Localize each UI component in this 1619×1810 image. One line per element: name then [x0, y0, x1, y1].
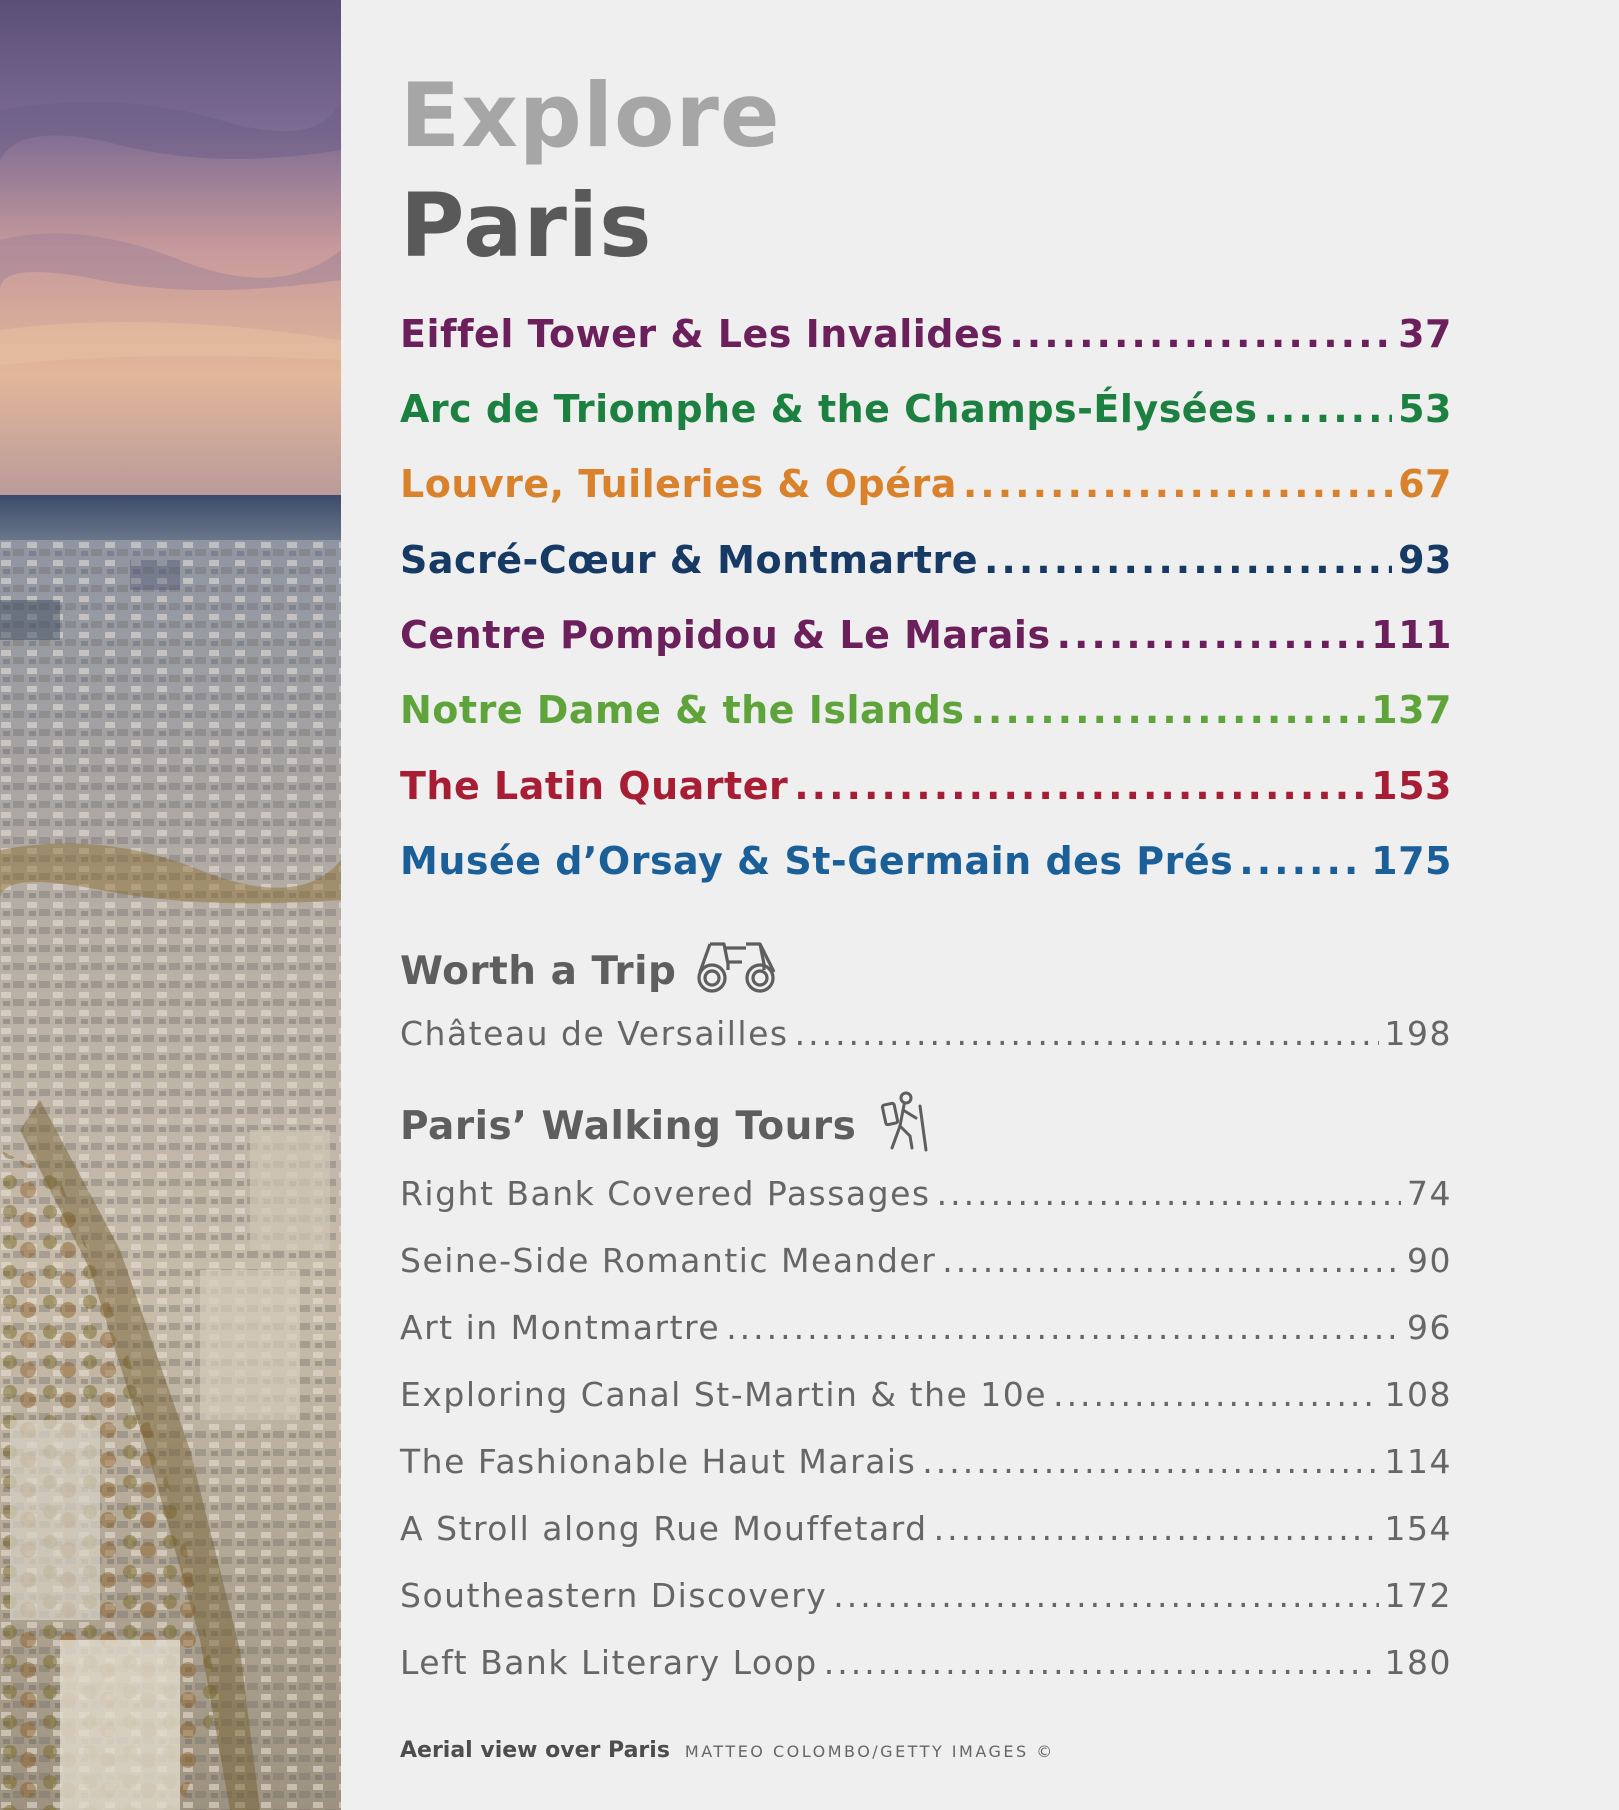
- toc-entry-page: 96: [1407, 1308, 1452, 1347]
- dot-leader: [794, 764, 1365, 808]
- toc-entry-walk-8[interactable]: [400, 1643, 1452, 1687]
- toc-entry-page: 74: [1407, 1174, 1452, 1213]
- toc-entry-label: Left Bank Literary Loop: [400, 1643, 818, 1682]
- toc-entry-page: 108: [1384, 1375, 1452, 1414]
- photo-caption: [400, 1738, 1055, 1763]
- dot-leader: [934, 1509, 1379, 1548]
- toc-entry-page: 114: [1384, 1442, 1452, 1481]
- toc-entry-label: The Fashionable Haut Marais: [400, 1442, 917, 1481]
- toc-entry-page: 175: [1371, 839, 1452, 883]
- toc-entry-label: Musée d’Orsay & St-Germain des Prés: [400, 839, 1234, 883]
- toc-entry-page: 111: [1371, 613, 1452, 657]
- toc-entry-label: Notre Dame & the Islands: [400, 688, 965, 732]
- toc-entry-label: Art in Montmartre: [400, 1308, 721, 1347]
- toc-entry-label: A Stroll along Rue Mouffetard: [400, 1509, 928, 1548]
- toc-entry-walk-7[interactable]: [400, 1576, 1452, 1620]
- dot-leader: [824, 1643, 1379, 1682]
- toc-entry-label: Southeastern Discovery: [400, 1576, 828, 1615]
- title-city: Paris: [400, 174, 653, 277]
- toc-entry-label: Louvre, Tuileries & Opéra: [400, 462, 957, 506]
- walking-tours-heading: [400, 1090, 934, 1162]
- toc-entry-page: 137: [1371, 688, 1452, 732]
- toc-entry-centre-pompidou[interactable]: [400, 613, 1452, 663]
- toc-entry-page: 93: [1398, 538, 1452, 582]
- toc-entry-page: 180: [1384, 1643, 1452, 1682]
- dot-leader: [922, 1442, 1378, 1481]
- dot-leader: [937, 1174, 1401, 1213]
- toc-entry-page: 53: [1398, 387, 1452, 431]
- toc-entry-louvre[interactable]: [400, 462, 1452, 512]
- toc-entry-eiffel-tower[interactable]: [400, 312, 1452, 362]
- binoculars-icon: [694, 938, 780, 1004]
- dot-leader: [1009, 312, 1392, 356]
- toc-entry-label: Eiffel Tower & Les Invalides: [400, 312, 1004, 356]
- dot-leader: [833, 1576, 1378, 1615]
- dot-leader: [984, 538, 1392, 582]
- dot-leader: [970, 688, 1365, 732]
- toc-entry-walk-4[interactable]: [400, 1375, 1452, 1419]
- toc-entry-page: 198: [1384, 1014, 1452, 1053]
- dot-leader: [1263, 387, 1392, 431]
- worth-a-trip-heading: [400, 938, 780, 1004]
- toc-entry-walk-6[interactable]: [400, 1509, 1452, 1553]
- toc-entry-sacre-coeur[interactable]: [400, 538, 1452, 588]
- toc-entry-page: 67: [1398, 462, 1452, 506]
- dot-leader: [942, 1241, 1401, 1280]
- toc-entry-latin-quarter[interactable]: [400, 764, 1452, 814]
- caption-credit: MATTEO COLOMBO/GETTY IMAGES ©: [684, 1742, 1055, 1761]
- toc-entry-walk-3[interactable]: [400, 1308, 1452, 1352]
- caption-title: Aerial view over Paris: [400, 1738, 670, 1763]
- toc-entry-walk-2[interactable]: [400, 1241, 1452, 1285]
- toc-entry-walk-1[interactable]: [400, 1174, 1452, 1218]
- toc-entry-label: Château de Versailles: [400, 1014, 789, 1053]
- toc-entry-page: 37: [1398, 312, 1452, 356]
- dot-leader: [1057, 613, 1366, 657]
- toc-entry-arc-de-triomphe[interactable]: [400, 387, 1452, 437]
- dot-leader: [963, 462, 1392, 506]
- walking-tours-title: Paris’ Walking Tours: [400, 1103, 857, 1149]
- hiker-icon: [874, 1090, 934, 1162]
- toc-entry-page: 153: [1371, 764, 1452, 808]
- dot-leader: [1239, 839, 1365, 883]
- toc-entry-label: Sacré-Cœur & Montmartre: [400, 538, 978, 582]
- toc-entry-label: Centre Pompidou & Le Marais: [400, 613, 1051, 657]
- toc-entry-page: 172: [1384, 1576, 1452, 1615]
- aerial-photo: [0, 0, 341, 1810]
- dot-leader: [1053, 1375, 1378, 1414]
- toc-entry-label: Exploring Canal St-Martin & the 10e: [400, 1375, 1048, 1414]
- toc-entry-walk-5[interactable]: [400, 1442, 1452, 1486]
- toc-entry-page: 154: [1384, 1509, 1452, 1548]
- dot-leader: [795, 1014, 1379, 1053]
- toc-entry-label: Right Bank Covered Passages: [400, 1174, 931, 1213]
- toc-entry-musee-dorsay[interactable]: [400, 839, 1452, 889]
- toc-entry-versailles[interactable]: [400, 1014, 1452, 1058]
- toc-entry-notre-dame[interactable]: [400, 688, 1452, 738]
- contents-panel: [400, 0, 1452, 1810]
- title-explore: Explore: [400, 64, 781, 167]
- toc-entry-label: The Latin Quarter: [400, 764, 789, 808]
- dot-leader: [726, 1308, 1401, 1347]
- toc-entry-label: Seine-Side Romantic Meander: [400, 1241, 937, 1280]
- worth-a-trip-title: Worth a Trip: [400, 948, 677, 994]
- toc-entry-label: Arc de Triomphe & the Champs-Élysées: [400, 387, 1258, 431]
- toc-entry-page: 90: [1407, 1241, 1452, 1280]
